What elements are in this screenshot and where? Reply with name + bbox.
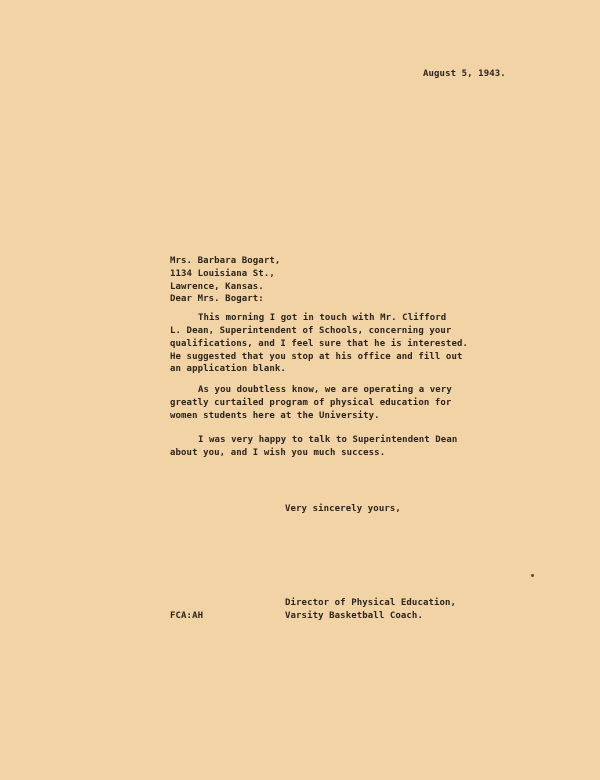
paragraph-2-line-1: As you doubtless know, we are operating a very — [198, 385, 452, 395]
recipient-name: Mrs. Barbara Bogart, — [170, 256, 281, 266]
recipient-street: 1134 Louisiana St., — [170, 269, 275, 279]
salutation: Dear Mrs. Bogart: — [170, 294, 264, 304]
paragraph-2-line-3: women students here at the University. — [170, 411, 380, 421]
letter-date: August 5, 1943. — [423, 69, 506, 79]
paragraph-1-line-1: This morning I got in touch with Mr. Clifford — [198, 313, 447, 323]
paragraph-2-line-2: greatly curtailed program of physical education for — [170, 398, 452, 408]
paragraph-1-line-3: qualifications, and I feel sure that he is interested. — [170, 339, 468, 349]
signature-title-2: Varsity Basketball Coach. — [285, 611, 423, 621]
paragraph-3-line-2: about you, and I wish you much success. — [170, 448, 386, 458]
paragraph-3-line-1: I was very happy to talk to Superintendent Dean — [198, 435, 458, 445]
paragraph-1-line-2: L. Dean, Superintendent of Schools, concerning your — [170, 326, 452, 336]
paragraph-1-line-4: He suggested that you stop at his office and fill out — [170, 352, 463, 362]
closing: Very sincerely yours, — [285, 504, 401, 514]
recipient-city: Lawrence, Kansas. — [170, 282, 264, 292]
signature-title-1: Director of Physical Education, — [285, 598, 457, 608]
ink-speck — [531, 574, 534, 577]
paragraph-1-line-5: an application blank. — [170, 364, 286, 374]
typist-initials: FCA:AH — [170, 611, 204, 621]
